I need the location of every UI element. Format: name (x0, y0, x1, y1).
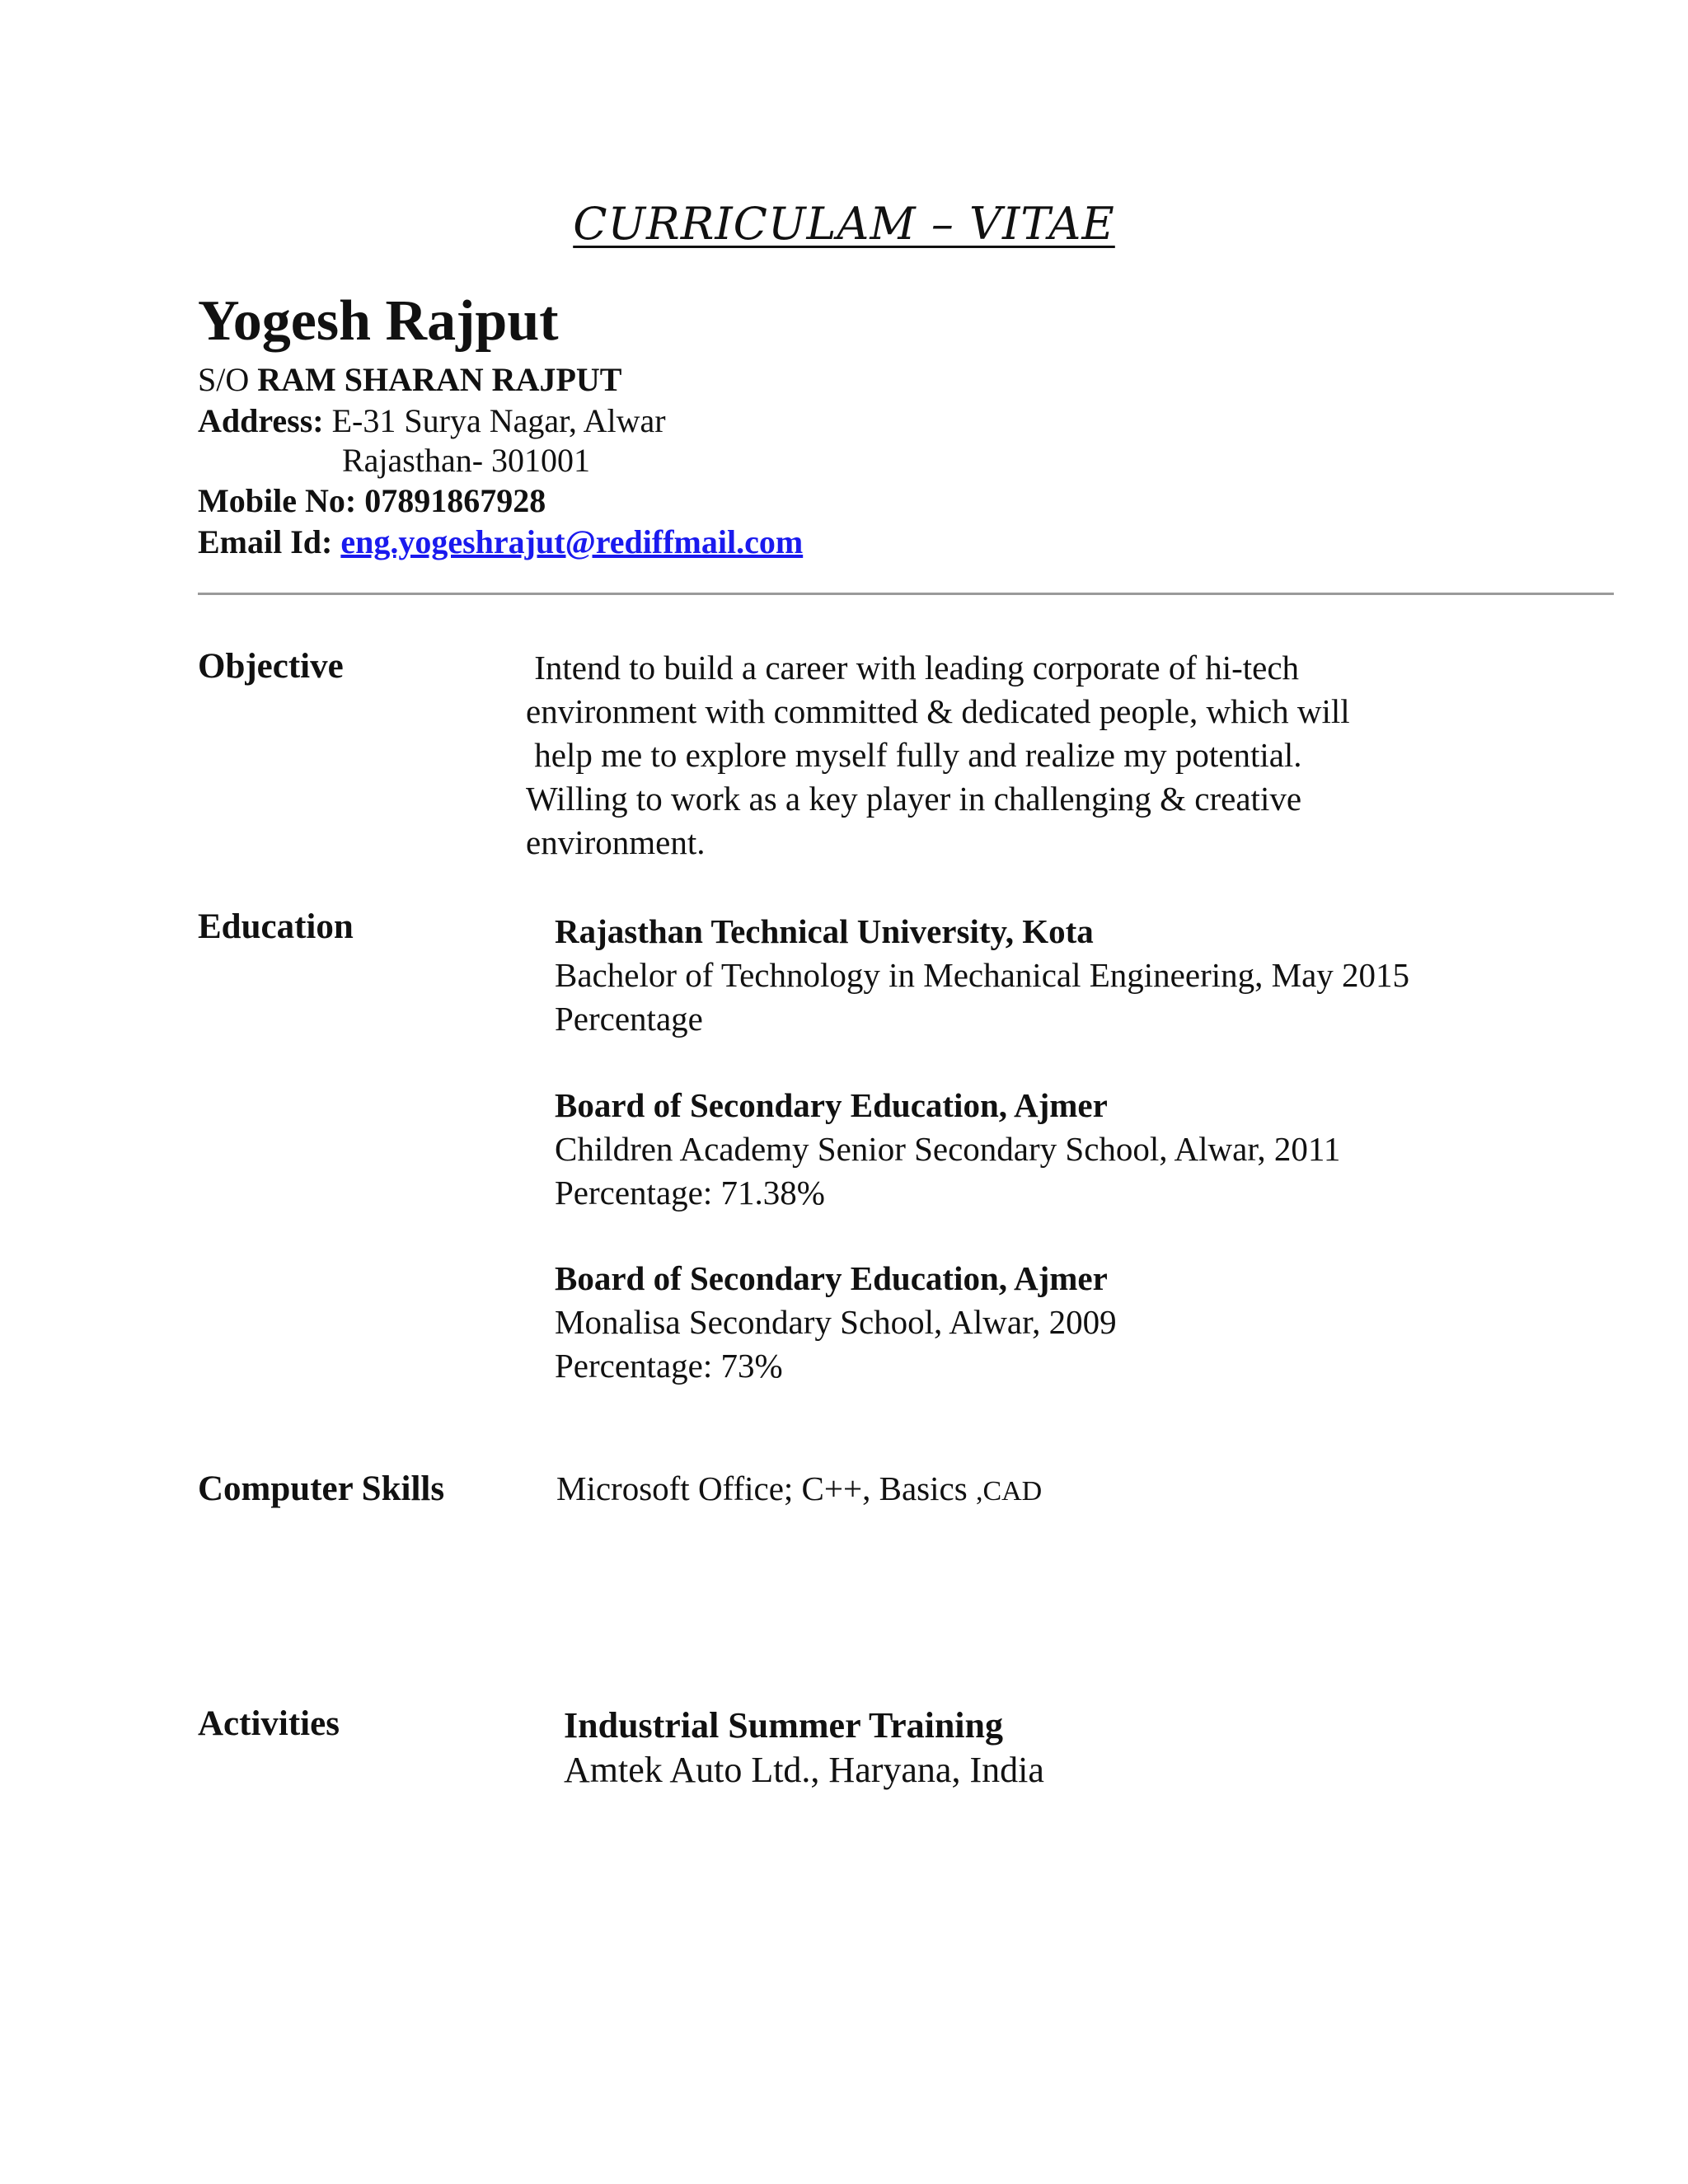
education-heading: Education (198, 907, 354, 946)
computer-skills-value (556, 1469, 1042, 1508)
email-label: Email Id: (198, 523, 333, 560)
mobile-value: 07891867928 (356, 482, 546, 519)
education-percentage: Percentage (555, 1000, 703, 1038)
candidate-name: Yogesh Rajput (198, 289, 559, 353)
education-entry (555, 910, 1409, 1041)
mobile-label: Mobile No: (198, 482, 357, 519)
objective-line: Willing to work as a key player in challenging & creative (526, 780, 1302, 818)
education-degree: Bachelor of Technology in Mechanical Engineering, May 2015 (555, 956, 1410, 994)
education-institution: Rajasthan Technical University, Kota (555, 912, 1094, 950)
objective-line: help me to explore myself fully and realize my potential. (526, 736, 1302, 774)
objective-heading: Objective (198, 647, 344, 686)
objective-text (526, 646, 1482, 865)
computer-skills-heading: Computer Skills (198, 1469, 445, 1508)
email-link[interactable]: eng.yogeshrajut@rediffmail.com (340, 523, 804, 560)
address-label: Address: (198, 402, 324, 439)
parent-name: RAM SHARAN RAJPUT (257, 361, 622, 398)
header-divider (198, 593, 1614, 595)
activities-heading: Activities (198, 1704, 340, 1743)
activity-entry (564, 1704, 1044, 1793)
activity-title: Industrial Summer Training (564, 1705, 1004, 1746)
education-school: Monalisa Secondary School, Alwar, 2009 (555, 1303, 1117, 1341)
objective-line: Intend to build a career with leading corporate of hi-tech (526, 649, 1300, 687)
mobile-line (198, 481, 546, 520)
activity-detail: Amtek Auto Ltd., Haryana, India (564, 1750, 1044, 1790)
address-value-line2: Rajasthan- 301001 (342, 442, 591, 479)
skills-main: Microsoft Office; C++, Basics (556, 1469, 976, 1507)
education-entry (555, 1084, 1340, 1215)
education-school: Children Academy Senior Secondary School, Alwar, 2011 (555, 1130, 1341, 1168)
son-of-prefix: S/O (198, 361, 258, 398)
document-title: CURRICULAM – VITAE (573, 198, 1115, 250)
address-value-line1: E-31 Surya Nagar, Alwar (323, 402, 666, 439)
skills-cad: ,CAD (975, 1476, 1043, 1507)
education-percentage: Percentage: 73% (555, 1347, 783, 1385)
address-line (198, 401, 666, 440)
email-line (198, 523, 803, 561)
parent-line (198, 360, 621, 399)
objective-line: environment. (526, 823, 706, 861)
education-entry (555, 1257, 1117, 1388)
education-institution: Board of Secondary Education, Ajmer (555, 1259, 1108, 1297)
education-percentage: Percentage: 71.38% (555, 1174, 825, 1212)
education-institution: Board of Secondary Education, Ajmer (555, 1086, 1108, 1124)
objective-line: environment with committed & dedicated people, which will (526, 692, 1350, 730)
